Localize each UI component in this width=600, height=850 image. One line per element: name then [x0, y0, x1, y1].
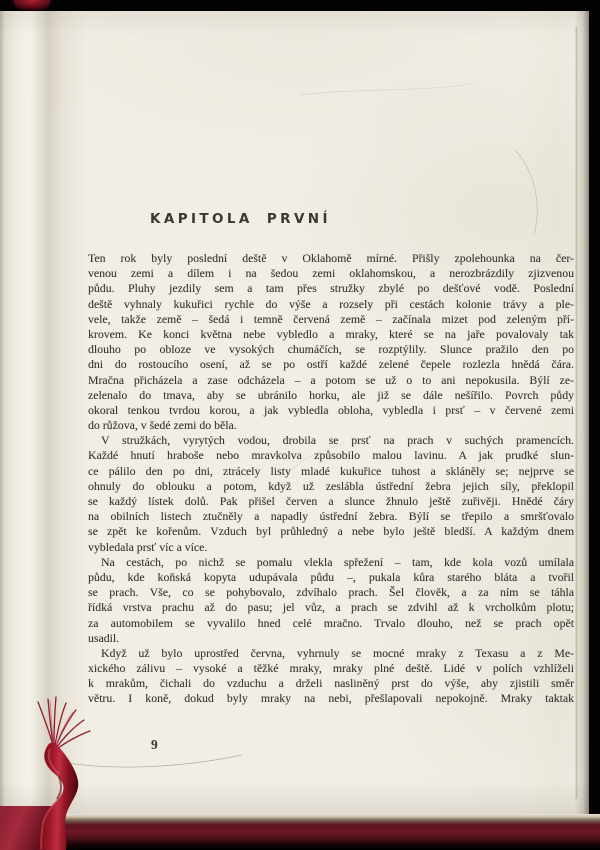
chapter-heading: KAPITOLA PRVNÍ: [150, 211, 331, 227]
page-number: 9: [151, 737, 159, 752]
text-line: se každý lístek dolů. Pak přišel červen a slunce žhnulo ještě zuřivěji. Hnědé čáry: [88, 494, 574, 508]
text-line: za automobilem se vyvalilo hned celé mračno. Trvalo dlouho, než se prach opět: [88, 615, 574, 630]
paragraph: [88, 555, 574, 646]
paragraph: [88, 433, 574, 555]
text-line: dni do rostoucího osení, až se po ostří každé zelené čepele rozlezla hnědá čára.: [88, 357, 574, 372]
ribbon-bookmark: [26, 693, 106, 850]
paragraph: [88, 251, 574, 433]
text-line: na obilních listech ztučněly a napadly ústřední žebra. Býlí se třepilo a smršťovalo: [88, 509, 574, 524]
text-line: usadil.: [88, 630, 120, 645]
text-line: ohnuly do oblouku a potom, když už zeslábla ústřední žebra jejich síly, překlopil: [88, 478, 574, 493]
text-line: se prach. Vše, co se pohybovalo, zdvíhalo prach. Šel člověk, a za ním se táhla: [88, 585, 574, 600]
page-stack-edge: [575, 27, 578, 799]
text-line: xického zálivu – vysoké a těžké mraky, mraky plné deště. Lidé v polích vzhlíželi: [88, 661, 574, 676]
body-text: [88, 251, 574, 707]
text-line: Ten rok byly poslední deště v Oklahomě mírné. Přišly zpolehounka na čer-: [88, 251, 574, 265]
text-line: k mrakům, čichali do vzduchu a drželi nasliněný prst do výše, aby zjistili směr: [88, 676, 574, 691]
text-line: do růžova, v šedé zemi do běla.: [88, 418, 237, 433]
text-line: Když už bylo uprostřed června, vyhrnuly se mocné mraky z Texasu a z Me-: [101, 645, 574, 660]
text-line: deště vyhnaly kukuřici rychle do výše a rozsely při cestách kolonie trávy a ple-: [88, 296, 574, 311]
text-line: půdu, kde koňská kopyta udupávala půdu –, pukala kůra starého bláta a tvořil: [88, 569, 574, 584]
text-line: se zpět ke kořenům. Vzduch byl průhledný a nebe bylo ještě bledší. A každým dnem: [88, 524, 574, 539]
text-line: Mračna přicházela a zase odcházela – a potom se už o to ani nepokusila. Býlí ze-: [88, 372, 574, 387]
book-cover-red-edge: [13, 0, 51, 10]
text-line: vele, takže země – šedá i temně červená země – začínala mizet pod zeleným pří-: [88, 311, 574, 326]
text-line: řídká vrstva prachu až do pasu; jel vůz, a prach se zdvihl až k vrcholkům plotu;: [88, 600, 574, 615]
ribbon-tassel-threads: [38, 697, 90, 749]
paragraph: [88, 646, 574, 707]
text-line: vybledala prsť víc a více.: [88, 539, 208, 554]
text-line: Každé hnutí hraboše nebo mravkolva způsobilo malou lavinu. A jak prudké slun-: [88, 448, 574, 463]
text-line: V stružkách, vyrytých vodou, drobila se prsť na prach v suchých pramencích.: [101, 433, 574, 448]
text-line: krovem. Ke konci května nebe vybledlo a mraky, které se na jaře povalovaly tak: [88, 326, 574, 341]
text-line: venou zemi a dílem i na šedou zemi oklahomskou, a nerozbrázdily zjizvenou: [88, 266, 574, 281]
text-line: okoral tenkou tvrdou korou, a jak vybledla obloha, vybledla i prsť – v červené zemi: [88, 402, 574, 417]
text-line: zelenalo do tmava, aby se ubránilo horku, ale již se dále nešířilo. Povrch půdy: [88, 387, 574, 402]
text-line: ce pálilo den po dni, ztrácely listy mladé kukuřice tuhost a skláněly se; nejprve se: [88, 463, 574, 478]
text-line: větru. I koně, dokud byly mraky na nebi, přešlapovali nepokojně. Mraky taktak: [88, 691, 574, 706]
text-line: Na cestách, po nichž se pomalu vlekla spřežení – tam, kde kola vozů umílala: [101, 554, 574, 569]
text-line: půdu. Pluhy jezdily sem a tam přes stružky zbylé po dešťové vodě. Poslední: [88, 281, 574, 296]
text-line: dlouho po obloze ve vysokých chumáčích, se rozptýlily. Slunce pražilo den po: [88, 342, 574, 357]
